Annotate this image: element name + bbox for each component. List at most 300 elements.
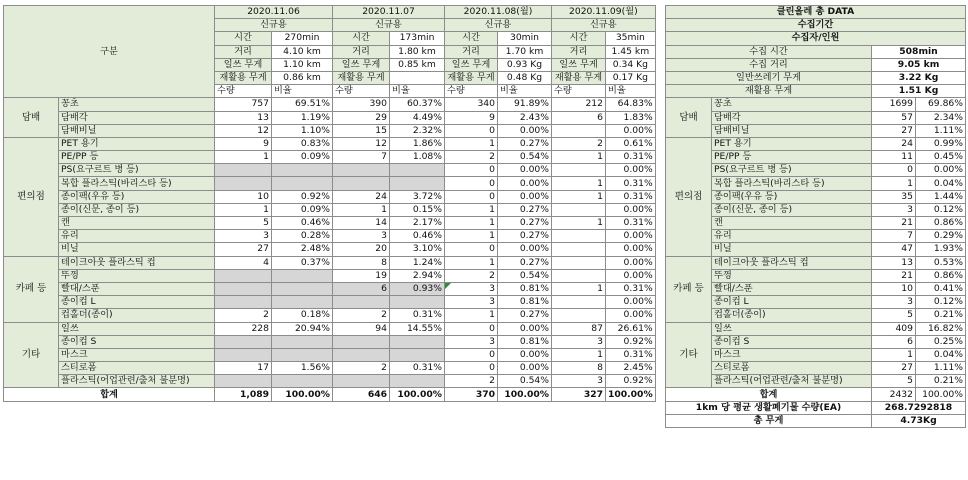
ratio-cell[interactable]: 0.25% (916, 335, 966, 348)
qty-cell[interactable]: 8 (552, 362, 606, 375)
recycle-weight-value[interactable] (390, 71, 445, 84)
item-label[interactable]: 복합 플라스틱(바리스타 등) (712, 177, 872, 190)
ratio-cell[interactable]: 0.21% (916, 375, 966, 388)
qty-cell[interactable]: 6 (872, 335, 916, 348)
ratio-cell[interactable]: 0.00% (606, 124, 656, 137)
distance-value[interactable]: 1.70 km (498, 45, 552, 58)
qty-cell[interactable]: 9 (445, 111, 498, 124)
ratio-cell[interactable]: 0.61% (606, 137, 656, 150)
qty-cell[interactable]: 9 (215, 137, 272, 150)
ratio-cell[interactable]: 0.86% (916, 217, 966, 230)
ratio-cell[interactable]: 0.04% (916, 177, 966, 190)
time-value[interactable]: 30min (498, 32, 552, 45)
total-cell[interactable]: 100.00% (272, 388, 333, 401)
ratio-cell[interactable]: 2.32% (390, 124, 445, 137)
qty-header[interactable]: 수량 (333, 85, 390, 98)
qty-cell[interactable]: 0 (445, 124, 498, 137)
qty-cell[interactable] (552, 203, 606, 216)
ratio-cell[interactable]: 0.00% (606, 269, 656, 282)
qty-cell[interactable]: 1 (552, 151, 606, 164)
ratio-cell[interactable]: 16.82% (916, 322, 966, 335)
item-label[interactable]: 담배각 (712, 111, 872, 124)
item-label[interactable]: 일쓰 (59, 322, 215, 335)
item-label[interactable]: 종이(신문, 종이 등) (59, 203, 215, 216)
ratio-cell[interactable]: 3.10% (390, 243, 445, 256)
qty-cell[interactable] (552, 243, 606, 256)
ratio-cell[interactable]: 0.54% (498, 269, 552, 282)
item-label[interactable]: 종이컵 L (59, 296, 215, 309)
qty-cell[interactable]: 2 (333, 362, 390, 375)
qty-cell[interactable]: 1 (552, 348, 606, 361)
ratio-cell[interactable]: 0.31% (606, 177, 656, 190)
ratio-cell[interactable]: 0.09% (272, 151, 333, 164)
qty-cell[interactable]: 1 (552, 177, 606, 190)
time-label[interactable]: 시간 (215, 32, 272, 45)
qty-cell[interactable] (333, 296, 390, 309)
qty-cell[interactable]: 0 (445, 190, 498, 203)
item-label[interactable]: PET 용기 (712, 137, 872, 150)
recycle-weight-label[interactable]: 재활용 무게 (552, 71, 606, 84)
ratio-cell[interactable] (272, 164, 333, 177)
qty-cell[interactable] (215, 269, 272, 282)
qty-cell[interactable]: 24 (872, 137, 916, 150)
summary-value[interactable]: 3.22 Kg (872, 71, 966, 84)
general-weight-value[interactable]: 0.34 Kg (606, 58, 656, 71)
qty-cell[interactable]: 19 (333, 269, 390, 282)
date-header[interactable]: 2020.11.08(월) (445, 6, 552, 19)
qty-cell[interactable]: 228 (215, 322, 272, 335)
qty-cell[interactable]: 6 (552, 111, 606, 124)
ratio-cell[interactable]: 1.19% (272, 111, 333, 124)
qty-cell[interactable] (215, 296, 272, 309)
ratio-cell[interactable]: 0.00% (606, 296, 656, 309)
ratio-cell[interactable]: 0.31% (390, 362, 445, 375)
ratio-cell[interactable]: 69.86% (916, 98, 966, 111)
ratio-cell[interactable]: 0.00% (498, 322, 552, 335)
ratio-cell[interactable]: 0.12% (916, 203, 966, 216)
ratio-cell[interactable]: 0.00% (498, 177, 552, 190)
qty-cell[interactable] (215, 375, 272, 388)
qty-cell[interactable]: 390 (333, 98, 390, 111)
ratio-cell[interactable]: 1.10% (272, 124, 333, 137)
general-weight-value[interactable]: 0.85 km (390, 58, 445, 71)
qty-cell[interactable]: 2 (215, 309, 272, 322)
qty-cell[interactable]: 0 (445, 348, 498, 361)
item-label[interactable]: 테이크아웃 플라스틱 컵 (712, 256, 872, 269)
ratio-cell[interactable]: 0.00% (498, 164, 552, 177)
qty-cell[interactable]: 12 (215, 124, 272, 137)
qty-cell[interactable]: 13 (215, 111, 272, 124)
per-km-label[interactable]: 1km 당 평균 생활폐기물 수량(EA) (666, 401, 872, 414)
ratio-cell[interactable] (272, 348, 333, 361)
qty-cell[interactable]: 1 (445, 309, 498, 322)
item-label[interactable]: 플라스틱(어업관련/출처 불분명) (712, 375, 872, 388)
qty-cell[interactable]: 1 (215, 151, 272, 164)
qty-cell[interactable]: 1 (872, 177, 916, 190)
qty-cell[interactable] (552, 164, 606, 177)
ratio-header[interactable]: 비율 (606, 85, 656, 98)
qty-cell[interactable]: 7 (333, 151, 390, 164)
recycle-weight-value[interactable]: 0.48 Kg (498, 71, 552, 84)
ratio-cell[interactable]: 2.17% (390, 217, 445, 230)
qty-cell[interactable]: 212 (552, 98, 606, 111)
qty-cell[interactable]: 1 (445, 203, 498, 216)
qty-cell[interactable]: 3 (872, 203, 916, 216)
category-label[interactable]: 기타 (666, 322, 712, 388)
qty-cell[interactable]: 27 (872, 362, 916, 375)
item-label[interactable]: 뚜껑 (59, 269, 215, 282)
item-label[interactable]: 종이컵 L (712, 296, 872, 309)
qty-header[interactable]: 수량 (215, 85, 272, 98)
qty-cell[interactable]: 15 (333, 124, 390, 137)
qty-cell[interactable]: 94 (333, 322, 390, 335)
date-header[interactable]: 2020.11.07 (333, 6, 445, 19)
general-weight-label[interactable]: 일쓰 무게 (215, 58, 272, 71)
total-cell[interactable]: 1,089 (215, 388, 272, 401)
ratio-cell[interactable]: 0.00% (498, 362, 552, 375)
item-label[interactable]: 담배비닐 (59, 124, 215, 137)
qty-cell[interactable]: 0 (445, 243, 498, 256)
summary-value[interactable]: 508min (872, 45, 966, 58)
ratio-cell[interactable]: 0.00% (916, 164, 966, 177)
recycle-weight-value[interactable]: 0.17 Kg (606, 71, 656, 84)
item-label[interactable]: 스티로폼 (59, 362, 215, 375)
item-label[interactable]: 유리 (59, 230, 215, 243)
date-header[interactable]: 2020.11.06 (215, 6, 333, 19)
item-label[interactable]: 비닐 (712, 243, 872, 256)
qty-cell[interactable]: 35 (872, 190, 916, 203)
ratio-cell[interactable]: 0.00% (606, 230, 656, 243)
ratio-cell[interactable]: 0.31% (606, 348, 656, 361)
qty-cell[interactable]: 29 (333, 111, 390, 124)
qty-cell[interactable]: 1 (333, 203, 390, 216)
ratio-cell[interactable]: 0.00% (498, 190, 552, 203)
category-label[interactable]: 편의점 (666, 137, 712, 256)
qty-header[interactable]: 수량 (445, 85, 498, 98)
item-label[interactable]: PE/PP 등 (59, 151, 215, 164)
qty-cell[interactable]: 2 (333, 309, 390, 322)
qty-cell[interactable]: 87 (552, 322, 606, 335)
qty-cell[interactable]: 27 (215, 243, 272, 256)
ratio-cell[interactable]: 0.27% (498, 203, 552, 216)
ratio-cell[interactable]: 0.99% (916, 137, 966, 150)
ratio-cell[interactable]: 91.89% (498, 98, 552, 111)
item-label[interactable]: 비닐 (59, 243, 215, 256)
distance-value[interactable]: 1.45 km (606, 45, 656, 58)
distance-label[interactable]: 거리 (333, 45, 390, 58)
qty-cell[interactable]: 5 (215, 217, 272, 230)
ratio-cell[interactable]: 0.53% (916, 256, 966, 269)
qty-cell[interactable]: 3 (333, 230, 390, 243)
ratio-cell[interactable]: 60.37% (390, 98, 445, 111)
general-weight-label[interactable]: 일쓰 무게 (445, 58, 498, 71)
qty-cell[interactable]: 47 (872, 243, 916, 256)
ratio-cell[interactable]: 0.27% (498, 137, 552, 150)
summary-label[interactable]: 수집 거리 (666, 58, 872, 71)
ratio-cell[interactable]: 0.27% (498, 256, 552, 269)
type-header[interactable]: 신규용 (552, 19, 656, 32)
corner-label[interactable]: 구분 (4, 6, 215, 98)
qty-cell[interactable] (215, 177, 272, 190)
item-label[interactable]: 테이크아웃 플라스틱 컵 (59, 256, 215, 269)
qty-cell[interactable]: 21 (872, 217, 916, 230)
item-label[interactable]: PS(요구르트 병 등) (59, 164, 215, 177)
ratio-cell[interactable]: 2.45% (606, 362, 656, 375)
item-label[interactable]: 담배각 (59, 111, 215, 124)
ratio-cell[interactable] (390, 164, 445, 177)
ratio-cell[interactable]: 0.31% (606, 151, 656, 164)
time-value[interactable]: 35min (606, 32, 656, 45)
item-label[interactable]: 종이컵 S (712, 335, 872, 348)
ratio-cell[interactable] (272, 335, 333, 348)
ratio-cell[interactable]: 0.45% (916, 151, 966, 164)
ratio-cell[interactable] (272, 269, 333, 282)
ratio-cell[interactable] (390, 177, 445, 190)
ratio-cell[interactable]: 0.00% (606, 164, 656, 177)
total-cell[interactable]: 100.00% (606, 388, 656, 401)
ratio-cell[interactable]: 0.27% (498, 309, 552, 322)
ratio-cell[interactable]: 0.18% (272, 309, 333, 322)
recycle-weight-label[interactable]: 재활용 무게 (215, 71, 272, 84)
ratio-cell[interactable] (272, 375, 333, 388)
ratio-cell[interactable]: 0.12% (916, 296, 966, 309)
type-header[interactable]: 신규용 (215, 19, 333, 32)
total-cell[interactable]: 327 (552, 388, 606, 401)
item-label[interactable]: 빨대/스푼 (59, 282, 215, 295)
total-qty[interactable]: 2432 (872, 388, 916, 401)
ratio-cell[interactable]: 0.46% (390, 230, 445, 243)
total-ratio[interactable]: 100.00% (916, 388, 966, 401)
ratio-cell[interactable]: 0.93% (390, 282, 445, 295)
item-label[interactable]: 스티로폼 (712, 362, 872, 375)
qty-cell[interactable] (552, 124, 606, 137)
qty-cell[interactable]: 57 (872, 111, 916, 124)
qty-cell[interactable]: 10 (215, 190, 272, 203)
ratio-cell[interactable]: 1.11% (916, 124, 966, 137)
category-label[interactable]: 편의점 (4, 137, 59, 256)
qty-cell[interactable] (552, 309, 606, 322)
distance-value[interactable]: 4.10 km (272, 45, 333, 58)
qty-cell[interactable]: 0 (445, 322, 498, 335)
qty-cell[interactable] (552, 256, 606, 269)
qty-cell[interactable] (215, 335, 272, 348)
ratio-cell[interactable]: 0.09% (272, 203, 333, 216)
recycle-weight-label[interactable]: 재활용 무게 (445, 71, 498, 84)
ratio-cell[interactable]: 3.72% (390, 190, 445, 203)
qty-cell[interactable] (333, 164, 390, 177)
item-label[interactable]: 종이컵 S (59, 335, 215, 348)
ratio-cell[interactable]: 1.86% (390, 137, 445, 150)
item-label[interactable]: 종이(신문, 종이 등) (712, 203, 872, 216)
qty-cell[interactable]: 3 (445, 296, 498, 309)
ratio-cell[interactable]: 2.94% (390, 269, 445, 282)
qty-cell[interactable]: 1 (215, 203, 272, 216)
ratio-cell[interactable]: 20.94% (272, 322, 333, 335)
ratio-cell[interactable] (272, 296, 333, 309)
qty-cell[interactable]: 2 (445, 269, 498, 282)
qty-cell[interactable]: 1 (552, 190, 606, 203)
ratio-cell[interactable]: 4.49% (390, 111, 445, 124)
ratio-cell[interactable]: 0.00% (606, 256, 656, 269)
qty-cell[interactable]: 1 (872, 348, 916, 361)
qty-cell[interactable]: 1699 (872, 98, 916, 111)
distance-label[interactable]: 거리 (445, 45, 498, 58)
qty-cell[interactable]: 5 (872, 309, 916, 322)
total-label[interactable]: 합계 (4, 388, 215, 401)
time-label[interactable]: 시간 (552, 32, 606, 45)
qty-cell[interactable]: 13 (872, 256, 916, 269)
ratio-cell[interactable]: 0.21% (916, 309, 966, 322)
item-label[interactable]: 복합 플라스틱(바리스타 등) (59, 177, 215, 190)
qty-cell[interactable]: 757 (215, 98, 272, 111)
category-label[interactable]: 카페 등 (4, 256, 59, 322)
recycle-weight-label[interactable]: 재활용 무게 (333, 71, 390, 84)
qty-cell[interactable]: 3 (552, 335, 606, 348)
ratio-cell[interactable]: 1.93% (916, 243, 966, 256)
qty-cell[interactable]: 1 (552, 282, 606, 295)
qty-cell[interactable] (552, 269, 606, 282)
qty-cell[interactable]: 8 (333, 256, 390, 269)
qty-cell[interactable]: 17 (215, 362, 272, 375)
qty-cell[interactable]: 0 (872, 164, 916, 177)
ratio-cell[interactable]: 0.83% (272, 137, 333, 150)
summary-label[interactable]: 일반쓰레기 무게 (666, 71, 872, 84)
qty-cell[interactable]: 27 (872, 124, 916, 137)
qty-cell[interactable]: 3 (215, 230, 272, 243)
qty-cell[interactable]: 7 (872, 230, 916, 243)
total-cell[interactable]: 646 (333, 388, 390, 401)
item-label[interactable]: 유리 (712, 230, 872, 243)
qty-cell[interactable]: 3 (552, 375, 606, 388)
item-label[interactable]: 캔 (712, 217, 872, 230)
qty-cell[interactable]: 21 (872, 269, 916, 282)
summary-value[interactable]: 1.51 Kg (872, 85, 966, 98)
ratio-cell[interactable] (390, 348, 445, 361)
ratio-cell[interactable]: 0.54% (498, 151, 552, 164)
ratio-cell[interactable]: 64.83% (606, 98, 656, 111)
summary-title[interactable]: 클린올레 총 DATA (666, 6, 966, 19)
ratio-cell[interactable]: 0.92% (272, 190, 333, 203)
qty-cell[interactable]: 4 (215, 256, 272, 269)
category-label[interactable]: 카페 등 (666, 256, 712, 322)
item-label[interactable]: PET 용기 (59, 137, 215, 150)
item-label[interactable]: 캔 (59, 217, 215, 230)
ratio-cell[interactable]: 0.00% (606, 309, 656, 322)
ratio-cell[interactable]: 0.31% (390, 309, 445, 322)
general-weight-value[interactable]: 0.93 Kg (498, 58, 552, 71)
item-label[interactable]: 꽁초 (59, 98, 215, 111)
total-cell[interactable]: 100.00% (498, 388, 552, 401)
ratio-cell[interactable]: 0.00% (498, 124, 552, 137)
ratio-cell[interactable]: 0.27% (498, 217, 552, 230)
type-header[interactable]: 신규용 (445, 19, 552, 32)
ratio-cell[interactable]: 1.08% (390, 151, 445, 164)
qty-cell[interactable] (552, 230, 606, 243)
item-label[interactable]: 컵홀더(종이) (59, 309, 215, 322)
ratio-cell[interactable]: 0.00% (606, 203, 656, 216)
qty-cell[interactable]: 24 (333, 190, 390, 203)
ratio-header[interactable]: 비율 (498, 85, 552, 98)
qty-cell[interactable]: 0 (445, 362, 498, 375)
qty-cell[interactable]: 14 (333, 217, 390, 230)
ratio-cell[interactable]: 0.81% (498, 282, 552, 295)
qty-cell[interactable]: 1 (445, 137, 498, 150)
ratio-cell[interactable]: 14.55% (390, 322, 445, 335)
ratio-cell[interactable]: 0.28% (272, 230, 333, 243)
ratio-cell[interactable]: 0.86% (916, 269, 966, 282)
qty-cell[interactable]: 3 (445, 335, 498, 348)
recycle-weight-value[interactable]: 0.86 km (272, 71, 333, 84)
ratio-cell[interactable]: 0.27% (498, 230, 552, 243)
qty-cell[interactable]: 20 (333, 243, 390, 256)
total-cell[interactable]: 100.00% (390, 388, 445, 401)
item-label[interactable]: 꽁초 (712, 98, 872, 111)
qty-cell[interactable]: 1 (445, 256, 498, 269)
per-km-value[interactable]: 268.7292818 (872, 401, 966, 414)
distance-label[interactable]: 거리 (215, 45, 272, 58)
general-weight-label[interactable]: 일쓰 무게 (333, 58, 390, 71)
item-label[interactable]: 플라스틱(어업관련/출처 불분명) (59, 375, 215, 388)
ratio-cell[interactable]: 0.92% (606, 375, 656, 388)
ratio-cell[interactable]: 0.31% (606, 190, 656, 203)
ratio-cell[interactable] (272, 282, 333, 295)
ratio-cell[interactable]: 0.41% (916, 282, 966, 295)
qty-cell[interactable]: 2 (445, 151, 498, 164)
ratio-cell[interactable]: 0.00% (498, 348, 552, 361)
summary-label[interactable]: 수집 시간 (666, 45, 872, 58)
qty-cell[interactable]: 409 (872, 322, 916, 335)
qty-header[interactable]: 수량 (552, 85, 606, 98)
qty-cell[interactable]: 10 (872, 282, 916, 295)
qty-cell[interactable] (215, 348, 272, 361)
ratio-cell[interactable]: 26.61% (606, 322, 656, 335)
total-cell[interactable]: 370 (445, 388, 498, 401)
time-label[interactable]: 시간 (445, 32, 498, 45)
item-label[interactable]: 빨대/스푼 (712, 282, 872, 295)
item-label[interactable]: 담배비닐 (712, 124, 872, 137)
time-label[interactable]: 시간 (333, 32, 390, 45)
qty-cell[interactable] (333, 335, 390, 348)
item-label[interactable]: 마스크 (712, 348, 872, 361)
ratio-cell[interactable]: 2.34% (916, 111, 966, 124)
ratio-cell[interactable] (272, 177, 333, 190)
period-label[interactable]: 수집기간 (666, 19, 966, 32)
qty-cell[interactable] (552, 296, 606, 309)
general-weight-value[interactable]: 1.10 km (272, 58, 333, 71)
ratio-cell[interactable]: 0.81% (498, 335, 552, 348)
qty-cell[interactable]: 340 (445, 98, 498, 111)
ratio-cell[interactable]: 0.00% (606, 243, 656, 256)
general-weight-label[interactable]: 일쓰 무게 (552, 58, 606, 71)
ratio-cell[interactable]: 2.48% (272, 243, 333, 256)
item-label[interactable]: PE/PP 등 (712, 151, 872, 164)
date-header[interactable]: 2020.11.09(월) (552, 6, 656, 19)
qty-cell[interactable]: 1 (445, 217, 498, 230)
summary-value[interactable]: 9.05 km (872, 58, 966, 71)
distance-label[interactable]: 거리 (552, 45, 606, 58)
ratio-cell[interactable] (390, 375, 445, 388)
qty-cell[interactable]: 0 (445, 177, 498, 190)
qty-cell[interactable] (333, 348, 390, 361)
ratio-cell[interactable]: 0.15% (390, 203, 445, 216)
ratio-cell[interactable]: 1.56% (272, 362, 333, 375)
ratio-cell[interactable] (390, 335, 445, 348)
ratio-cell[interactable]: 0.37% (272, 256, 333, 269)
time-value[interactable]: 173min (390, 32, 445, 45)
ratio-cell[interactable]: 0.00% (498, 243, 552, 256)
qty-cell[interactable]: 2 (552, 137, 606, 150)
people-label[interactable]: 수집자/인원 (666, 32, 966, 45)
